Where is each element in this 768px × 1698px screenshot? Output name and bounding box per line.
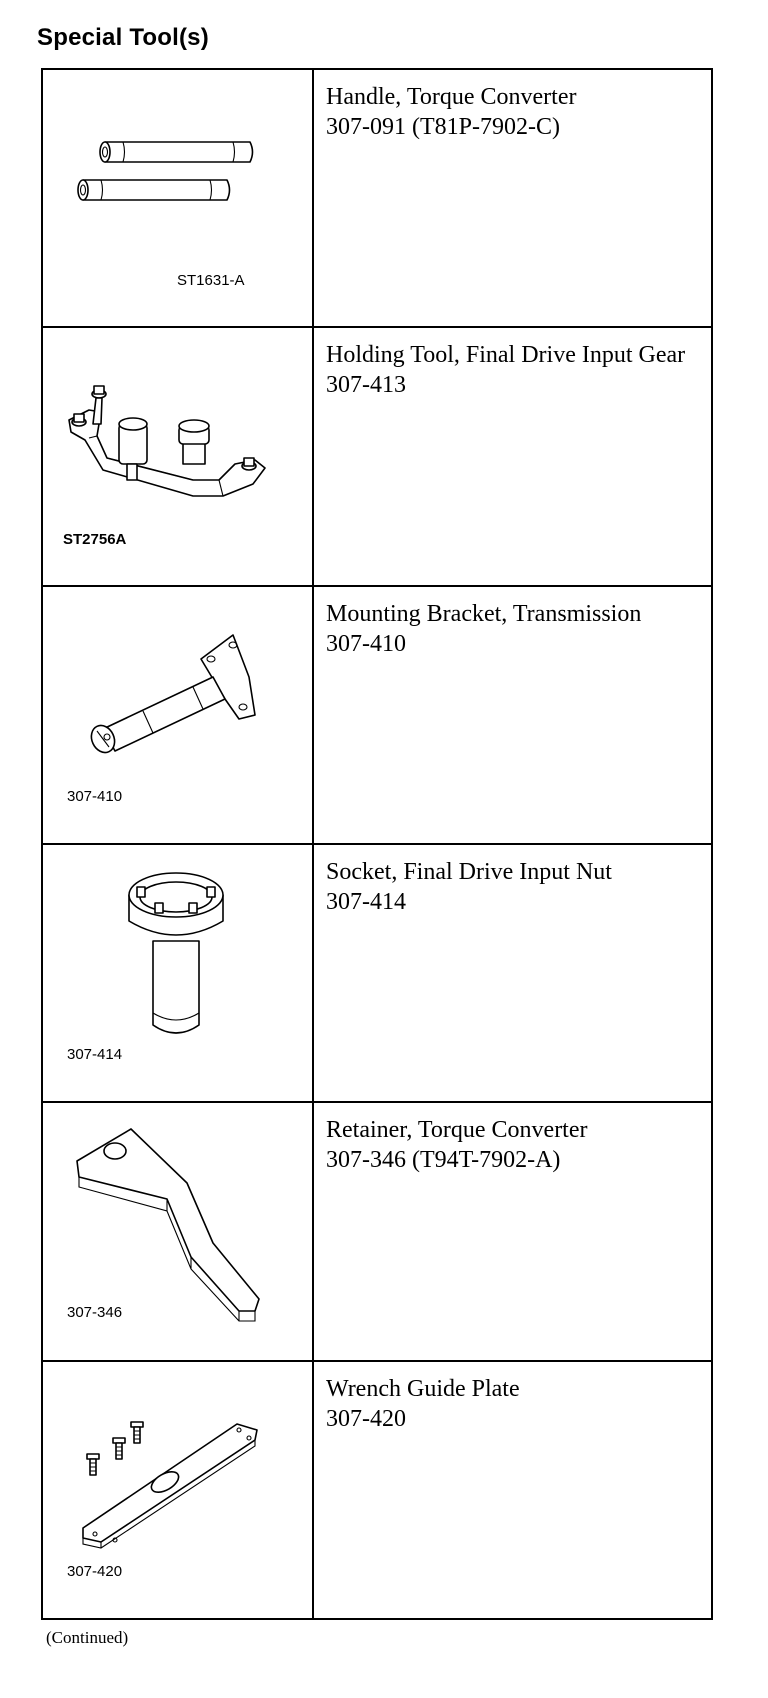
tool-name: Wrench Guide Plate <box>326 1375 520 1402</box>
tool-illustration-cell <box>42 586 313 844</box>
table-row <box>42 1102 712 1360</box>
tool-description-cell <box>313 1361 712 1619</box>
tool-description-cell <box>313 844 712 1102</box>
tool-illustration-cell <box>42 1102 313 1360</box>
page-title: Special Tool(s) <box>37 24 209 51</box>
tool-name: Retainer, Torque Converter <box>326 1117 588 1144</box>
tool-illustration-cell <box>42 1361 313 1619</box>
tool-description-cell <box>313 1102 712 1360</box>
tool-illustration-cell <box>42 69 313 327</box>
table-row <box>42 586 712 844</box>
tool-description-cell <box>313 586 712 844</box>
screw-icon <box>131 1422 143 1443</box>
table-row <box>42 327 712 585</box>
tool-number: 307-414 <box>326 888 406 915</box>
tool-description-cell <box>313 69 712 327</box>
tool-name: Socket, Final Drive Input Nut <box>326 858 612 885</box>
tool-name: Handle, Torque Converter <box>326 84 577 110</box>
tool-number: 307-410 <box>326 630 406 657</box>
tool-name: Mounting Bracket, Transmission <box>326 600 642 627</box>
illustration-code: 307-346 <box>67 1304 123 1322</box>
tool-number: 307-413 <box>326 372 406 399</box>
tool-illustration-cell <box>42 327 313 585</box>
special-tools-table <box>41 68 713 1620</box>
tool-name: Holding Tool, Final Drive Input Gear <box>326 342 686 369</box>
illustration-code: 307-414 <box>67 1045 123 1063</box>
table-row <box>42 1361 712 1619</box>
tool-description-cell <box>313 327 712 585</box>
illustration-code: ST1631-A <box>177 272 245 289</box>
continued-note: (Continued) <box>46 1628 129 1647</box>
screw-icon <box>87 1454 99 1475</box>
illustration-code: 307-410 <box>67 787 123 805</box>
tool-number: 307-346 (T94T-7902-A) <box>326 1147 561 1174</box>
illustration-code: ST2756A <box>63 531 127 549</box>
table-row <box>42 844 712 1102</box>
illustration-code: 307-420 <box>67 1562 123 1580</box>
tool-number: 307-420 <box>326 1405 406 1432</box>
table-row <box>42 69 712 327</box>
screw-icon <box>113 1438 125 1459</box>
tool-number: 307-091 (T81P-7902-C) <box>326 114 560 140</box>
tool-illustration-cell <box>42 844 313 1102</box>
